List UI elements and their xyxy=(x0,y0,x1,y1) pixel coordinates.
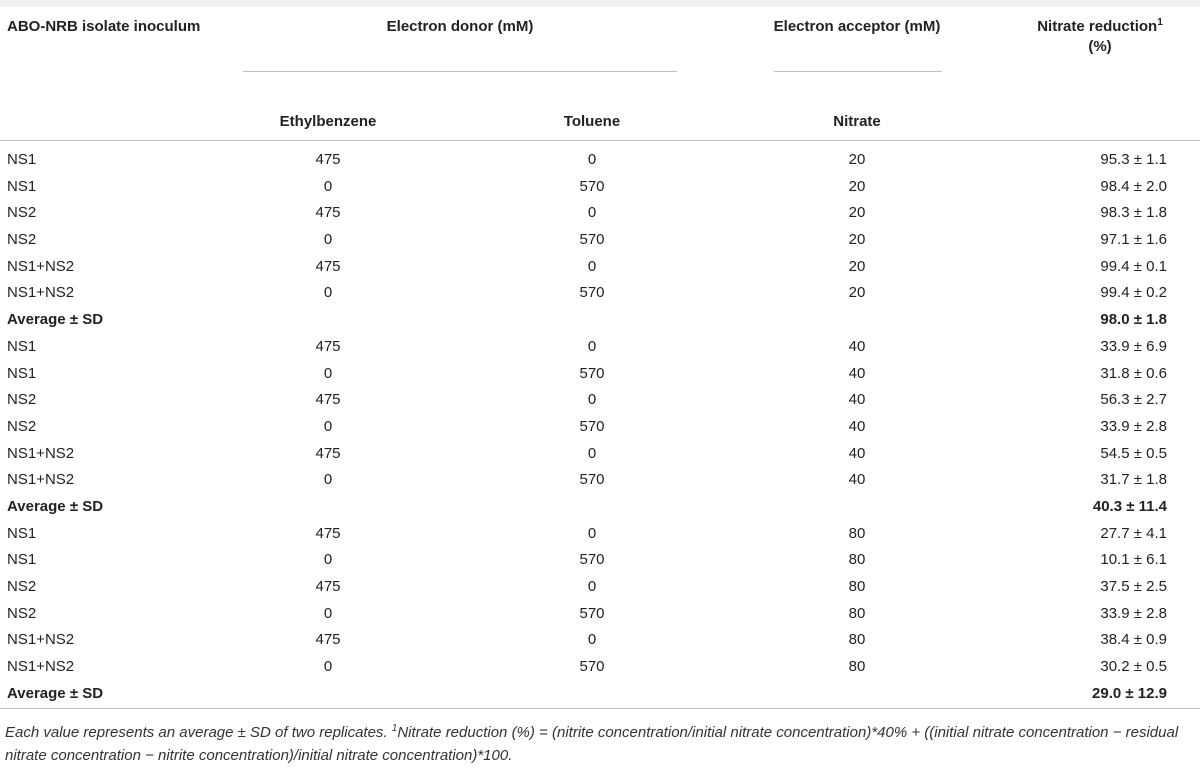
header-electron-acceptor: Electron acceptor (mM) xyxy=(773,18,941,35)
nitrate-cell xyxy=(757,307,957,334)
nitrate-reduction-cell: 37.5 ± 2.5 xyxy=(1100,578,1167,595)
isolate-cell: NS1 xyxy=(7,177,37,195)
toluene-cell: 0 xyxy=(587,578,597,595)
ethylbenzene-cell: 0 xyxy=(323,364,333,382)
ethylbenzene-cell: 475 xyxy=(315,151,341,168)
isolate-cell: NS2 xyxy=(7,578,37,595)
isolate-cell: NS2 xyxy=(7,604,37,622)
ethylbenzene-cell: 475 xyxy=(315,391,341,409)
header-nitrate-reduction-label: Nitrate reduction xyxy=(1037,18,1158,35)
toluene-cell xyxy=(492,494,692,521)
ethylbenzene-cell: 0 xyxy=(323,658,333,676)
nitrate-cell: 80 xyxy=(848,578,866,595)
average-row xyxy=(0,307,1200,334)
isolate-cell: NS1+NS2 xyxy=(7,471,75,489)
toluene-cell: 570 xyxy=(579,177,605,195)
table-row xyxy=(0,627,1200,654)
nitrate-reduction-cell: 98.4 ± 2.0 xyxy=(1100,177,1167,195)
footnote-marker: 1 xyxy=(1157,17,1163,28)
header-nitrate-reduction xyxy=(1020,17,1180,57)
table-body xyxy=(0,147,1200,707)
ethylbenzene-cell xyxy=(228,681,428,708)
nitrate-cell: 80 xyxy=(848,551,866,569)
ethylbenzene-cell: 0 xyxy=(323,417,333,435)
nitrate-reduction-cell: 95.3 ± 1.1 xyxy=(1100,151,1167,168)
nitrate-reduction-cell: 31.8 ± 0.6 xyxy=(1100,364,1167,382)
nitrate-cell: 40 xyxy=(848,391,866,409)
nitrate-reduction-cell: 98.3 ± 1.8 xyxy=(1100,204,1167,222)
isolate-cell: NS1+NS2 xyxy=(7,658,75,676)
isolate-cell: NS2 xyxy=(7,391,37,409)
isolate-cell: NS2 xyxy=(7,231,37,249)
isolate-cell: NS1+NS2 xyxy=(7,631,75,649)
table-row xyxy=(0,467,1200,494)
nitrate-reduction-cell: 33.9 ± 2.8 xyxy=(1100,417,1167,435)
header-ethylbenzene: Ethylbenzene xyxy=(279,113,377,130)
ethylbenzene-cell: 475 xyxy=(315,524,341,542)
isolate-cell: NS1 xyxy=(7,151,37,168)
nitrate-cell: 20 xyxy=(848,284,866,302)
toluene-cell: 0 xyxy=(587,631,597,649)
isolate-cell: Average ± SD xyxy=(7,311,104,329)
table-row xyxy=(0,227,1200,254)
nitrate-cell xyxy=(757,681,957,708)
nitrate-cell: 20 xyxy=(848,231,866,249)
toluene-cell: 570 xyxy=(579,551,605,569)
table-row xyxy=(0,414,1200,441)
table-row xyxy=(0,654,1200,681)
donor-group-rule xyxy=(243,71,677,72)
table-row xyxy=(0,574,1200,601)
nitrate-reduction-cell: 29.0 ± 12.9 xyxy=(1092,684,1167,702)
nitrate-reduction-cell: 27.7 ± 4.1 xyxy=(1100,524,1167,542)
table-row xyxy=(0,254,1200,281)
header-nitrate: Nitrate xyxy=(833,113,881,130)
header-electron-donor: Electron donor (mM) xyxy=(386,18,534,35)
nitrate-reduction-cell: 33.9 ± 2.8 xyxy=(1100,604,1167,622)
table-row xyxy=(0,601,1200,628)
header-isolate: ABO-NRB isolate inoculum xyxy=(7,18,201,35)
nitrate-cell: 40 xyxy=(848,364,866,382)
table-row xyxy=(0,521,1200,548)
nitrate-cell: 40 xyxy=(848,417,866,435)
isolate-cell: Average ± SD xyxy=(7,497,104,515)
toluene-cell: 570 xyxy=(579,284,605,302)
toluene-cell xyxy=(492,681,692,708)
ethylbenzene-cell: 475 xyxy=(315,631,341,649)
nitrate-cell: 40 xyxy=(848,444,866,462)
table-row xyxy=(0,147,1200,174)
toluene-cell: 570 xyxy=(579,417,605,435)
ethylbenzene-cell: 0 xyxy=(323,604,333,622)
footnote-sup: 1 xyxy=(391,723,398,734)
ethylbenzene-cell: 0 xyxy=(323,284,333,302)
nitrate-reduction-cell: 33.9 ± 6.9 xyxy=(1100,337,1167,355)
isolate-cell: NS1+NS2 xyxy=(7,444,75,462)
header-toluene: Toluene xyxy=(563,113,621,130)
toluene-cell: 570 xyxy=(579,604,605,622)
ethylbenzene-cell: 0 xyxy=(323,471,333,489)
toluene-cell: 570 xyxy=(579,658,605,676)
nitrate-cell xyxy=(757,494,957,521)
ethylbenzene-cell: 475 xyxy=(315,337,341,355)
ethylbenzene-cell: 0 xyxy=(323,551,333,569)
ethylbenzene-cell: 475 xyxy=(315,257,341,275)
table-bottom-rule xyxy=(0,708,1200,709)
nitrate-reduction-cell: 10.1 ± 6.1 xyxy=(1100,551,1167,569)
top-band xyxy=(0,0,1200,7)
toluene-cell: 0 xyxy=(587,257,597,275)
toluene-cell: 0 xyxy=(587,524,597,542)
nitrate-reduction-cell: 99.4 ± 0.1 xyxy=(1100,257,1167,275)
nitrate-reduction-cell: 54.5 ± 0.5 xyxy=(1100,444,1167,462)
nitrate-cell: 20 xyxy=(848,204,866,222)
nitrate-reduction-cell: 98.0 ± 1.8 xyxy=(1100,311,1167,329)
toluene-cell: 570 xyxy=(579,364,605,382)
nitrate-reduction-cell: 99.4 ± 0.2 xyxy=(1100,284,1167,302)
ethylbenzene-cell: 0 xyxy=(323,231,333,249)
isolate-cell: NS1 xyxy=(7,364,37,382)
nitrate-cell: 20 xyxy=(848,177,866,195)
nitrate-reduction-cell: 56.3 ± 2.7 xyxy=(1100,391,1167,409)
toluene-cell xyxy=(492,307,692,334)
table-row xyxy=(0,280,1200,307)
ethylbenzene-cell: 475 xyxy=(315,444,341,462)
toluene-cell: 0 xyxy=(587,337,597,355)
nitrate-reduction-cell: 30.2 ± 0.5 xyxy=(1100,658,1167,676)
nitrate-cell: 80 xyxy=(848,631,866,649)
table-row xyxy=(0,334,1200,361)
toluene-cell: 0 xyxy=(587,151,597,168)
nitrate-cell: 40 xyxy=(848,471,866,489)
ethylbenzene-cell xyxy=(228,307,428,334)
isolate-cell: NS2 xyxy=(7,204,37,222)
nitrate-reduction-cell: 40.3 ± 11.4 xyxy=(1092,497,1167,515)
acceptor-group-rule xyxy=(774,71,942,72)
nitrate-cell: 40 xyxy=(848,337,866,355)
nitrate-reduction-cell: 31.7 ± 1.8 xyxy=(1100,471,1167,489)
toluene-cell: 570 xyxy=(579,471,605,489)
isolate-cell: NS1 xyxy=(7,551,37,569)
header-bottom-rule xyxy=(0,140,1200,141)
footnote-text-1: Each value represents an average ± SD of two replicates. xyxy=(5,724,392,741)
table-footnote xyxy=(5,721,1197,767)
nitrate-cell: 20 xyxy=(848,257,866,275)
isolate-cell: NS2 xyxy=(7,417,37,435)
table-row xyxy=(0,174,1200,201)
ethylbenzene-cell xyxy=(228,494,428,521)
ethylbenzene-cell: 475 xyxy=(315,204,341,222)
nitrate-cell: 80 xyxy=(848,658,866,676)
isolate-cell: NS1+NS2 xyxy=(7,284,75,302)
table-row xyxy=(0,361,1200,388)
ethylbenzene-cell: 475 xyxy=(315,578,341,595)
header-nitrate-reduction-unit: (%) xyxy=(1088,38,1112,55)
table-row xyxy=(0,547,1200,574)
isolate-cell: NS1 xyxy=(7,337,37,355)
nitrate-reduction-cell: 97.1 ± 1.6 xyxy=(1100,231,1167,249)
isolate-cell: Average ± SD xyxy=(7,684,104,702)
nitrate-cell: 20 xyxy=(848,151,866,168)
toluene-cell: 0 xyxy=(587,391,597,409)
isolate-cell: NS1 xyxy=(7,524,37,542)
table-row xyxy=(0,200,1200,227)
ethylbenzene-cell: 0 xyxy=(323,177,333,195)
average-row xyxy=(0,681,1200,708)
toluene-cell: 0 xyxy=(587,204,597,222)
table-row xyxy=(0,441,1200,468)
table-row xyxy=(0,387,1200,414)
nitrate-reduction-cell: 38.4 ± 0.9 xyxy=(1100,631,1167,649)
nitrate-cell: 80 xyxy=(848,524,866,542)
isolate-cell: NS1+NS2 xyxy=(7,257,75,275)
toluene-cell: 570 xyxy=(579,231,605,249)
nitrate-cell: 80 xyxy=(848,604,866,622)
toluene-cell: 0 xyxy=(587,444,597,462)
average-row xyxy=(0,494,1200,521)
footnote-text-2: Nitrate reduction (%) = (nitrite concentration/initial nitrate concentration)*40% + ((initial nitrate concentration − residual nitrate concentration − nitrite concentration)/initial nitrate concentration)*100. xyxy=(5,724,1179,764)
